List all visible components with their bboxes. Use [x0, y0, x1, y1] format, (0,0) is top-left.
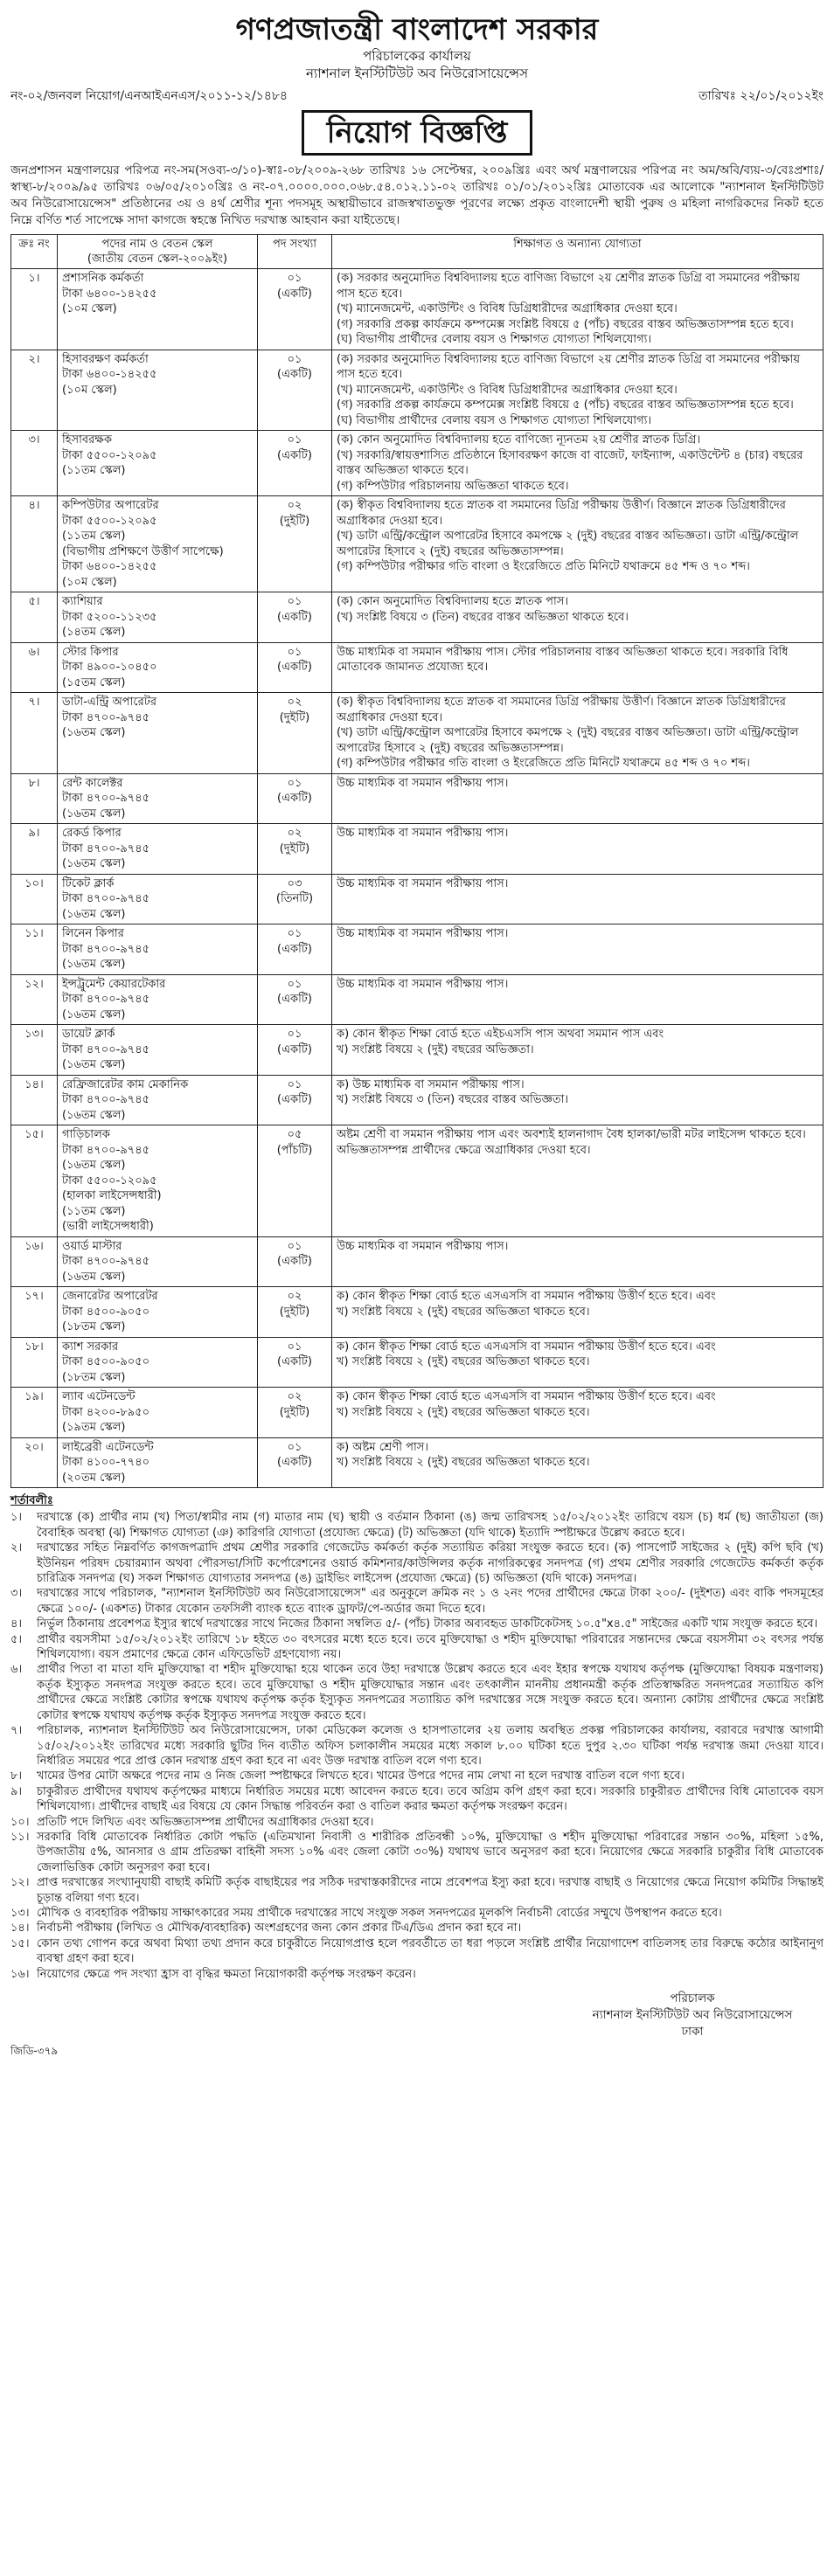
- post-line: (১৬তম স্কেল): [62, 1159, 126, 1172]
- post-line: (১০ম স্কেল): [62, 383, 117, 397]
- memo-number: নং-০২/জনবল নিয়োগ/এনআইএনএস/২০১১-১২/১৪৮৪: [10, 89, 288, 103]
- condition-number: ২।: [10, 1541, 23, 1555]
- row-post: [58, 924, 258, 975]
- post-line: রেন্ট কালেক্টর: [62, 776, 123, 790]
- row-count: ০২ (দুইটি): [258, 496, 332, 592]
- qualification-line: (ঘ) বিভাগীয় প্রার্থীদের বেলায় বয়স ও শিক্ষাগত যোগ্যতা শিথিলযোগ্য।: [337, 333, 652, 346]
- qualification-line: (ঘ) বিভাগীয় প্রার্থীদের বেলায় বয়স ও শিক্ষাগত যোগ্যতা শিথিলযোগ্য।: [337, 413, 652, 427]
- footer-code: জিডি-৩৭৯: [10, 2045, 59, 2057]
- post-line: (১৬তম স্কেল): [62, 807, 126, 821]
- qualification-line: খ) সংশ্লিষ্ট বিষয়ে ২ (দুই) বছরের অভিজ্ঞতা থাকতে হবে।: [337, 1305, 590, 1319]
- row-qualification: [332, 642, 824, 693]
- post-line: টাকা ৪১০০-৭৭৪০: [62, 1456, 150, 1469]
- post-line: ডাটা-এন্ট্রি অপারেটর: [62, 696, 157, 709]
- post-line: টাকা ৪৭০০-৯৭৪৫: [62, 1255, 150, 1268]
- post-line: ওয়ার্ড মাস্টার: [62, 1239, 122, 1253]
- row-count: ০১ (একটি): [258, 1337, 332, 1388]
- row-post: [58, 1287, 258, 1338]
- post-line: টাকা ৪৭০০-৯৭৪৫: [62, 1143, 150, 1157]
- condition-number: ১২।: [10, 1876, 30, 1890]
- post-line: (১৬তম স্কেল): [62, 907, 126, 921]
- qualification-line: ক) কোন স্বীকৃত শিক্ষা বোর্ড হতে এসএসসি বা সমমান পরীক্ষায় উত্তীর্ণ হতে হবে। এবং: [337, 1390, 716, 1403]
- qualification-line: (গ) কম্পিউটার পরিচালনায় অভিজ্ঞতা থাকতে হবে।: [337, 479, 569, 493]
- row-serial: ১৬।: [11, 1236, 58, 1287]
- post-line: (১৬তম স্কেল): [62, 958, 126, 971]
- qualification-line: (খ) সরকারি/স্বায়ত্তশাসিত প্রতিষ্ঠানে হিসাবরক্ষণ কাজে বা বাজেট, ফাইন্যান্স, একাউন্টেন্ট ৪ (চার) বছরের বাস্তব অভিজ্ঞতা থাকতে হবে।: [337, 448, 803, 477]
- row-serial: ১৫।: [11, 1125, 58, 1237]
- condition-number: ১১।: [10, 1830, 30, 1844]
- table-row: [11, 1025, 824, 1076]
- condition-number: ৪।: [10, 1617, 23, 1631]
- row-qualification: [332, 874, 824, 924]
- condition-item: [10, 1723, 824, 1769]
- signature-box: [561, 1991, 824, 2040]
- row-post: [58, 693, 258, 774]
- post-line: (১০ম স্কেল): [62, 575, 117, 589]
- header-post: [58, 235, 258, 269]
- post-line: (২০তম স্কেল): [62, 1471, 126, 1485]
- row-count: ০১ (একটি): [258, 642, 332, 693]
- row-serial: ৯।: [11, 824, 58, 875]
- conditions-section: [10, 1493, 824, 1982]
- qualification-line: (গ) কম্পিউটার পরীক্ষার গতি বাংলা ও ইংরেজিতে প্রতি মিনিটে যথাক্রমে ৪৫ শব্দ ও ৭০ শব্দ।: [337, 757, 750, 770]
- condition-number: ১৪।: [10, 1922, 30, 1935]
- condition-item: [10, 1541, 824, 1586]
- row-post: [58, 974, 258, 1025]
- post-line: টাকা ৪৭০০-৯৭৪৫: [62, 1093, 150, 1106]
- table-row: [11, 1437, 824, 1488]
- header-post-name: পদের নাম ও বেতন স্কেল: [101, 238, 213, 251]
- table-row: [11, 1125, 824, 1237]
- table-header-row: [11, 235, 824, 269]
- row-qualification: [332, 1236, 824, 1287]
- post-line: টাকা ৪৭০০-৯৭৪৫: [62, 993, 150, 1006]
- post-line: (১৯তম স্কেল): [62, 1421, 126, 1434]
- post-line: টাকা ৪৭০০-৯৭৪৫: [62, 942, 150, 956]
- condition-text: প্রতিটি পদে লিখিত এবং অভিজ্ঞতাসম্পন্ন প্রার্থীদের অগ্রাধিকার দেওয়া হবে।: [37, 1815, 374, 1829]
- row-qualification: [332, 431, 824, 496]
- row-qualification: [332, 1337, 824, 1388]
- notice-page: [10, 0, 824, 2061]
- post-line: স্টোর কিপার: [62, 645, 119, 659]
- post-line: টাকা ৫৫০০-১২০৯৫: [62, 448, 157, 462]
- header-qualification: শিক্ষাগত ও অন্যান্য যোগ্যতা: [332, 235, 824, 269]
- row-post: [58, 773, 258, 824]
- condition-text: প্রাপ্ত দরখাস্তের সংখ্যানুযায়ী বাছাই কমিটি কর্তৃক বাছাইয়ের পর সঠিক দরখাস্তকারীদের নামে প্রবেশপত্র ইস্যু করা হবে। দরখাস্ত বাছাই ও নিয়োগের ক্ষেত্রে নিয়োগ কমিটির সিদ্ধান্তই চূড়ান্ত বলিয়া গণ্য হবে।: [37, 1876, 824, 1905]
- row-count: ০২ (দুইটি): [258, 1388, 332, 1438]
- condition-item: [10, 1936, 824, 1967]
- table-row: [11, 974, 824, 1025]
- post-line: টাকা ৫৫০০-১২০৯৫: [62, 1174, 157, 1188]
- condition-text: খামের উপর মোটা অক্ষরে পদের নাম ও নিজ জেলা স্পষ্টাক্ষরে লিখতে হবে। খামের উপরে পদের নাম লেখা না হলে দরখাস্ত বাতিল বলে গণ্য হবে।: [37, 1769, 685, 1783]
- post-line: রেফ্রিজারেটর কাম মেকানিক: [62, 1077, 189, 1091]
- qualification-line: (গ) সরকারি প্রকল্প কার্যক্রমে কম্পমেক্স সংশ্লিষ্ট বিষয়ে ৫ (পাঁচ) বছরের বাস্তব অভিজ্ঞতাসম্পন্ন হতে হবে।: [337, 398, 794, 412]
- row-post: [58, 350, 258, 431]
- condition-text: নির্বাচনী পরীক্ষায় (লিখিত ও মৌখিক/ব্যবহারিক) অংশগ্রহণের জন্য কোন প্রকার টিএ/ডিএ প্রদান করা হবে না।: [37, 1922, 522, 1935]
- qualification-line: খ) সংশ্লিষ্ট বিষয়ে ২ (দুই) বছরের অভিজ্ঞতা।: [337, 1042, 534, 1056]
- condition-text: চাকুরীরত প্রার্থীদের যথাযথ কর্তৃপক্ষের মাধ্যমে নির্ধারিত সময়ের মধ্যে আবেদন করতে হবে। তবে অগ্রিম কপি গ্রহণ করা হবে। সরকারি চাকুরীরত প্রার্থীদের বিধি মোতাবেক বয়স শিথিলযোগ্য। প্রার্থীদের বাছাই এর বিষয়ে যে কোন সিদ্ধান্ত পরিবর্তন করা ও বাতিল করার ক্ষমতা কর্তৃপক্ষ সংরক্ষণ করেন।: [37, 1784, 824, 1814]
- table-row: [11, 773, 824, 824]
- signature-block: [10, 1991, 824, 2040]
- qualification-line: (ক) কোন অনুমোদিত বিশ্ববিদ্যালয় হতে বাণিজ্যে ন্যূনতম ২য় শ্রেণীর স্নাতক ডিগ্রি।: [337, 433, 701, 447]
- header-post-sub: (জাতীয় বেতন স্কেল-২০০৯ইং): [87, 253, 228, 266]
- post-line: ইন্সট্রুমেন্ট কেয়ারটেকার: [62, 977, 166, 991]
- notice-title: নিয়োগ বিজ্ঞপ্তি: [302, 110, 533, 156]
- post-line: কম্পিউটার অপারেটর: [62, 499, 159, 512]
- row-serial: ১৮।: [11, 1337, 58, 1388]
- row-count: ০১ (একটি): [258, 1437, 332, 1488]
- notice-title-wrap: [10, 110, 824, 156]
- condition-number: ৯।: [10, 1784, 23, 1798]
- row-post: [58, 1125, 258, 1237]
- row-post: [58, 824, 258, 875]
- row-post: [58, 874, 258, 924]
- row-serial: ১।: [11, 269, 58, 350]
- condition-item: [10, 1875, 824, 1906]
- row-serial: ৪।: [11, 496, 58, 592]
- condition-text: কোন তথ্য গোপন করে অথবা মিথ্যা তথ্য প্রদান করে চাকুরীতে নিয়োগপ্রাপ্ত হলে পরবর্তীতে তা ধরা পড়লে সংশ্লিষ্ট প্রার্থীর নিয়োগাদেশ বাতিলসহ তার বিরুদ্ধে কঠোর আইনানুগ ব্যবস্থা গ্রহণ করা হবে।: [37, 1936, 824, 1966]
- post-line: (১৪তম স্কেল): [62, 626, 126, 639]
- condition-item: [10, 1784, 824, 1815]
- post-line: (১৫তম স্কেল): [62, 675, 126, 689]
- condition-text: সরকারি বিধি মোতাবেক নির্ধারিত কোটা পদ্ধতি (এতিমখানা নিবাসী ও শারীরিক প্রতিবন্ধী ১০%, মুক্তিযোদ্ধা ও শহীদ মুক্তিযোদ্ধা পরিবারের সন্তান ৩০%, মহিলা ১৫%, উপজাতীয় ৫%, আনসার ও গ্রাম প্রতিরক্ষা বাহিনী সদস্য ১০% এবং জেলা কোটা ৩০%) যথাযথ ভাবে অনুসরণ করা হবে। নিয়োগের ক্ষেত্রে সরকারি চাকুরীর বিধি মোতাবেক জেলাভিত্তিক কোটা অনুসরণ করা হবে।: [37, 1830, 824, 1874]
- post-line: টিকেট ক্লার্ক: [62, 876, 115, 890]
- condition-number: ১৩।: [10, 1906, 30, 1920]
- post-line: টাকা ৪৭০০-৯৭৪৫: [62, 1042, 150, 1056]
- post-line: (বিভাগীয় প্রশিক্ষণে উত্তীর্ণ সাপেক্ষে): [62, 544, 224, 558]
- condition-text: মৌখিক ও ব্যবহারিক পরীক্ষায় সাক্ষাৎকারের সময় প্রার্থীকে দরখাস্তের সাথে সংযুক্ত সকল সনদপত্রের মূলকপি নির্বাচনী বোর্ডের সম্মুখে উপস্থাপন করতে হবে।: [37, 1906, 722, 1920]
- row-serial: ২।: [11, 350, 58, 431]
- row-post: [58, 1236, 258, 1287]
- post-line: হিসাবরক্ষক: [62, 433, 112, 447]
- row-count: ০১ (একটি): [258, 974, 332, 1025]
- row-qualification: [332, 350, 824, 431]
- qualification-line: (ক) স্বীকৃত বিশ্ববিদ্যালয় হতে স্নাতক বা সমমানের ডিগ্রি পরীক্ষায় উত্তীর্ণ। বিজ্ঞানে স্নাতক ডিগ্রিধারীদের অগ্রাধিকার দেওয়া হবে।: [337, 499, 786, 528]
- row-qualification: [332, 1025, 824, 1076]
- post-line: (১১তম স্কেল): [62, 1204, 126, 1218]
- qualification-line: খ) সংশ্লিষ্ট বিষয়ে ৩ (তিন) বছরের বাস্তব অভিজ্ঞতা।: [337, 1093, 569, 1106]
- condition-item: [10, 1632, 824, 1663]
- qualification-line: ক) উচ্চ মাধ্যমিক বা সমমান পরীক্ষায় পাস।: [337, 1077, 525, 1091]
- qualification-line: খ) সংশ্লিষ্ট বিষয়ে ২ (দুই) বছরের অভিজ্ঞতা থাকতে হবে।: [337, 1456, 590, 1469]
- row-count: ০১ (একটি): [258, 1075, 332, 1125]
- row-count: ০১ (একটি): [258, 773, 332, 824]
- condition-number: ৩।: [10, 1587, 23, 1601]
- qualification-line: (খ) ম্যানেজমেন্ট, একাউন্টিং ও বিবিধ ডিগ্রিধারীদের অগ্রাধিকার দেওয়া হবে।: [337, 383, 678, 397]
- qualification-line: ক) অষ্টম শ্রেণী পাস।: [337, 1440, 428, 1454]
- row-count: ০১ (একটি): [258, 592, 332, 643]
- row-serial: ৮।: [11, 773, 58, 824]
- qualification-line: (ক) সরকার অনুমোদিত বিশ্ববিদ্যালয় হতে বাণিজ্য বিভাগে ২য় শ্রেণীর স্নাতক ডিগ্রি বা সমমানের পরীক্ষায় পাস হতে হবে।: [337, 352, 800, 381]
- row-serial: ৭।: [11, 693, 58, 774]
- post-line: (১৮তম স্কেল): [62, 1320, 126, 1333]
- post-line: (১১তম স্কেল): [62, 464, 126, 477]
- qualification-line: খ) সংশ্লিষ্ট বিষয়ে ২ (দুই) বছরের অভিজ্ঞতা থাকতে হবে।: [337, 1405, 590, 1419]
- row-serial: ১০।: [11, 874, 58, 924]
- row-post: [58, 1337, 258, 1388]
- row-qualification: [332, 496, 824, 592]
- post-line: টাকা ৪৭০০-৯৭৪৫: [62, 710, 150, 724]
- row-post: [58, 269, 258, 350]
- table-row: [11, 1075, 824, 1125]
- condition-number: ১০।: [10, 1815, 30, 1829]
- row-qualification: [332, 1125, 824, 1237]
- condition-item: [10, 1967, 824, 1982]
- government-title: গণপ্রজাতন্ত্রী বাংলাদেশ সরকার: [235, 12, 599, 47]
- post-line: টাকা ৪৫০০-৯০৫০: [62, 1355, 150, 1368]
- row-qualification: [332, 924, 824, 975]
- condition-text: প্রার্থীর পিতা বা মাতা যদি মুক্তিযোদ্ধা বা শহীদ মুক্তিযোদ্ধা হয়ে থাকেন তবে উহা দরখাস্তে উল্লেখ করতে হবে এবং ইহার স্বপক্ষে যথাযথ কর্তৃপক্ষ (মুক্তিযোদ্ধা বিষয়ক মন্ত্রণালয়) কর্তৃক ইস্যুকৃত সনদপত্র সংযুক্ত করতে হবে। তবে মুক্তিযোদ্ধা ও শহীদ মুক্তিযোদ্ধার সন্তান এবং তৎকালীন মাননীয় প্রধানমন্ত্রী কর্তৃক প্রতিস্বাক্ষরিত সনদপত্রের সত্যায়িত কপি প্রার্থীদের ক্ষেত্রে সংশ্লিষ্ট কোটার স্বপক্ষে যথাযথ কর্তৃপক্ষ কর্তৃক ইস্যুকৃত সনদপত্রের সত্যায়িত কপি দরখাস্তের সঙ্গে সংযুক্ত করতে হবে। অন্যান্য কোটায় প্রার্থীদের ক্ষেত্রে সংশ্লিষ্ট কোটার স্বপক্ষে যথাযথ কর্তৃপক্ষ কর্তৃক ইস্যুকৃত সনদপত্র সংযুক্ত করতে হবে।: [37, 1663, 824, 1722]
- row-post: [58, 431, 258, 496]
- post-line: টাকা ৬৪০০-১৪২৫৫: [62, 287, 157, 301]
- post-line: ল্যাব এটেনডেন্ট: [62, 1390, 136, 1403]
- row-qualification: [332, 1388, 824, 1438]
- row-count: ০১ (একটি): [258, 350, 332, 431]
- condition-number: ৫।: [10, 1632, 23, 1646]
- qualification-line: উচ্চ মাধ্যমিক বা সমমান পরীক্ষায় পাস।: [337, 1239, 509, 1253]
- post-line: টাকা ৪৫০০-৯০৫০: [62, 1305, 150, 1319]
- condition-number: ৬।: [10, 1663, 23, 1677]
- qualification-line: (খ) ম্যানেজমেন্ট, একাউন্টিং ও বিবিধ ডিগ্রিধারীদের অগ্রাধিকার দেওয়া হবে।: [337, 302, 678, 315]
- table-row: [11, 431, 824, 496]
- header-count: পদ সংখ্যা: [258, 235, 332, 269]
- table-row: [11, 592, 824, 643]
- table-row: [11, 1388, 824, 1438]
- row-qualification: [332, 1287, 824, 1338]
- qualification-line: উচ্চ মাধ্যমিক বা সমমান পরীক্ষায় পাস। স্টোর পরিচালনায় বাস্তব অভিজ্ঞতা থাকতে হবে। সরকারি বিধি মোতাবেক জামানত প্রযোজ্য হবে।: [337, 645, 789, 674]
- row-serial: ৬।: [11, 642, 58, 693]
- condition-text: দরখাস্তের সহিত নিম্নবর্ণিত কাগজপত্রাদি প্রথম শ্রেণীর সরকারি গেজেটেড কর্মকর্তা কর্তৃক সত্যায়িত করিয়া সংযুক্ত করতে হবে। (ক) পাসপোর্ট সাইজের ২ (দুই) কপি ছবি (খ) ইউনিয়ন পরিষদ চেয়ারম্যান অথবা পৌরসভা/সিটি কর্পোরেশনের ওয়ার্ড কমিশনার/কাউন্সিলর কর্তৃক নাগরিকত্বের সনদপত্র (গ) প্রথম শ্রেণীর সরকারি গেজেটেড কর্মকর্তা কর্তৃক চারিত্রিক সনদপত্র (ঘ) সকল শিক্ষাগত যোগ্যতার সনদপত্র (ঙ) ড্রাইভিং লাইসেন্স (প্রযোজ্য ক্ষেত্রে) (চ) অভিজ্ঞতা (যদি থাকে) সনদপত্র।: [37, 1541, 824, 1586]
- row-serial: ১৭।: [11, 1287, 58, 1338]
- condition-item: [10, 1769, 824, 1783]
- notice-date: তারিখঃ ২২/০১/২০১২ইং: [698, 89, 824, 103]
- post-line: প্রশাসনিক কর্মকর্তা: [62, 272, 144, 285]
- post-line: গাড়িচালক: [62, 1128, 110, 1141]
- row-count: ০১ (একটি): [258, 269, 332, 350]
- institute-name: ন্যাশনাল ইনস্টিটিউট অব নিউরোসায়েন্সেস: [305, 66, 529, 81]
- condition-number: ৮।: [10, 1769, 23, 1783]
- qualification-line: উচ্চ মাধ্যমিক বা সমমান পরীক্ষায় পাস।: [337, 776, 509, 790]
- post-line: (১৬তম স্কেল): [62, 1058, 126, 1071]
- row-count: ০৩ (তিনটি): [258, 874, 332, 924]
- post-line: টাকা ৬৪০০-১৪২৫৫: [62, 368, 157, 381]
- signature-city: ঢাকা: [681, 2025, 704, 2039]
- post-line: (১৬তম স্কেল): [62, 1270, 126, 1284]
- condition-text: পরিচালক, ন্যাশনাল ইনস্টিটিউট অব নিউরোসায়েন্সেস, ঢাকা মেডিকেল কলেজ ও হাসপাতালের ২য় তলায় অবস্থিত প্রকল্প পরিচালকের কার্যালয়, বরাবরে দরখাস্ত আগামী ১৫/০২/২০১২ইং তারিখের মধ্যে সরকারি ছুটির দিন ব্যতীত অফিস চলাকালীন সময়ের মধ্যে সকাল ৮.০০ ঘটিকা হতে দুপুর ২.৩০ ঘটিকা পর্যন্ত দরখাস্ত জমা দেওয়া যাবে। নির্ধারিত সময়ের পরে প্রাপ্ত কোন দরখাস্ত গ্রহণ করা হবে না এবং উক্ত দরখাস্ত বাতিল বলে গণ্য হবে।: [37, 1724, 824, 1768]
- table-row: [11, 824, 824, 875]
- table-row: [11, 350, 824, 431]
- condition-text: প্রার্থীর বয়সসীমা ১৫/০২/২০১২ইং তারিখে ১৮ হইতে ৩০ বৎসরের মধ্যে হতে হবে। তবে মুক্তিযোদ্ধা ও শহীদ মুক্তিযোদ্ধা পরিবারের সন্তানদের ক্ষেত্রে বয়সসীমা ৩২ বৎসর পর্যন্ত শিথিলযোগ্য। বয়স প্রমাণের ক্ষেত্রে কোন এফিডেভিট গ্রহণযোগ্য নয়।: [37, 1632, 824, 1662]
- qualification-line: উচ্চ মাধ্যমিক বা সমমান পরীক্ষায় পাস।: [337, 827, 509, 840]
- row-count: ০১ (একটি): [258, 924, 332, 975]
- row-serial: ৫।: [11, 592, 58, 643]
- post-line: (১৬তম স্কেল): [62, 1008, 126, 1021]
- condition-number: ৭।: [10, 1724, 23, 1738]
- row-post: [58, 642, 258, 693]
- post-line: টাকা ৪২০০-৮৯৫০: [62, 1405, 150, 1419]
- row-post: [58, 496, 258, 592]
- post-line: টাকা ৬৪০০-১৪২৫৫: [62, 560, 157, 573]
- qualification-line: (ক) সরকার অনুমোদিত বিশ্ববিদ্যালয় হতে বাণিজ্য বিভাগে ২য় শ্রেণীর স্নাতক ডিগ্রি বা সমমানের পরীক্ষায় পাস হতে হবে।: [337, 272, 800, 301]
- qualification-line: উচ্চ মাধ্যমিক বা সমমান পরীক্ষায় পাস।: [337, 977, 509, 991]
- post-line: ক্যাশ সরকার: [62, 1340, 119, 1354]
- row-qualification: [332, 773, 824, 824]
- row-post: [58, 1025, 258, 1076]
- qualification-line: (খ) ডাটা এন্ট্রি/কন্ট্রোল অপারেটর হিসাবে কমপক্ষে ২ (দুই) বছরের বাস্তব অভিজ্ঞতা। ডাটা এন্ট্রি/কন্ট্রোল অপারেটর হিসাবে ২ (দুই) বছরের অভিজ্ঞতাসম্পন্ন।: [337, 530, 799, 558]
- row-serial: ১১।: [11, 924, 58, 975]
- post-line: টাকা ৪৯০০-১০৪৫০: [62, 661, 157, 674]
- condition-number: ১৫।: [10, 1936, 30, 1950]
- row-post: [58, 1437, 258, 1488]
- posts-table: [10, 234, 824, 1488]
- row-qualification: [332, 974, 824, 1025]
- post-line: (১০ম স্কেল): [62, 302, 117, 315]
- post-line: জেনারেটর অপারেটর: [62, 1290, 158, 1303]
- row-qualification: [332, 1075, 824, 1125]
- intro-paragraph: জনপ্রশাসন মন্ত্রণালয়ের পরিপত্র নং-সম(সওব্য-৩/১০)-স্বাঃ-০৮/২০০৯-২৬৮ তারিখঃ ১৬ সেপ্টেম্বর, ২০০৯খ্রিঃ এবং অর্থ মন্ত্রণালয়ের পরিপত্র নং অম/অবি/ব্যয়-৩/বেঃপ্রশাঃ/স্বাস্থ্য-৮/২০০৯/৯৫ তারিখঃ ০৬/০৫/২০১০খ্রিঃ ও নং-০৭.০০০০.০০০.০৬৮.৫৪.০১২.১১-০২ তারিখঃ ০১/০১/২০১২খ্রিঃ মোতাবেক এর আলোকে "ন্যাশনাল ইনস্টিটিউট অব নিউরোসায়েন্সেস" প্রতিষ্ঠানের ৩য় ও ৪র্থ শ্রেণীর শূন্য পদসমূহ অস্থায়ীভাবে রাজস্বখাতভুক্ত পূরণের লক্ষ্যে প্রকৃত বাংলাদেশী স্থায়ী পুরুষ ও মহিলা নাগরিকদের নিকট হতে নিম্নে বর্ণিত শর্ত সাপেক্ষে সাদা কাগজে স্বহস্তে নিখিত দরখাস্ত আহবান করা যাইতেছে।: [10, 163, 824, 227]
- table-row: [11, 642, 824, 693]
- row-post: [58, 1075, 258, 1125]
- qualification-line: উচ্চ মাধ্যমিক বা সমমান পরীক্ষায় পাস।: [337, 927, 509, 940]
- qualification-line: (ক) কোন অনুমোদিত বিশ্ববিদ্যালয় হতে স্নাতক পাস।: [337, 595, 568, 608]
- qualification-line: (ক) স্বীকৃত বিশ্ববিদ্যালয় হতে স্নাতক বা সমমানের ডিগ্রি পরীক্ষায় উত্তীর্ণ। বিজ্ঞানে স্নাতক ডিগ্রিধারীদের অগ্রাধিকার দেওয়া হবে।: [337, 696, 786, 724]
- conditions-heading: শর্তাবলীঃ: [10, 1494, 53, 1507]
- post-line: (১৬তম স্কেল): [62, 857, 126, 870]
- qualification-line: (খ) সংশ্লিষ্ট বিষয়ে ৩ (তিন) বছরের বাস্তব অভিজ্ঞতা থাকতে হবে।: [337, 610, 629, 624]
- table-row: [11, 496, 824, 592]
- header-serial: ক্রঃ নং: [11, 235, 58, 269]
- post-line: লাইব্রেরী এটেনডেন্ট: [62, 1440, 154, 1454]
- condition-item: [10, 1510, 824, 1541]
- post-line: ডায়েট ক্লার্ক: [62, 1028, 115, 1041]
- row-serial: ১৪।: [11, 1075, 58, 1125]
- row-count: ০২ (দুইটি): [258, 824, 332, 875]
- condition-item: [10, 1921, 824, 1935]
- signature-title: পরিচালক: [670, 1991, 715, 2005]
- row-qualification: [332, 824, 824, 875]
- signature-institute: ন্যাশনাল ইনস্টিটিউট অব নিউরোসায়েন্সেস: [592, 2008, 793, 2022]
- condition-number: ১৬।: [10, 1967, 30, 1981]
- row-serial: ১৩।: [11, 1025, 58, 1076]
- qualification-line: ক) কোন স্বীকৃত শিক্ষা বোর্ড হতে এসএসসি বা সমমান পরীক্ষায় উত্তীর্ণ হতে হবে। এবং: [337, 1340, 716, 1354]
- table-row: [11, 693, 824, 774]
- row-serial: ৩।: [11, 431, 58, 496]
- row-serial: ২০।: [11, 1437, 58, 1488]
- table-row: [11, 1236, 824, 1287]
- condition-item: [10, 1815, 824, 1830]
- condition-text: দরখাস্তের সাথে পরিচালক, "ন্যাশনাল ইনস্টিটিউট অব নিউরোসায়েন্সেস" এর অনুকূলে ক্রমিক নং ১ ও ২নং পদের প্রার্থীদের ক্ষেত্রে টাকা ২০০/- (দুইশত) এবং বাকি পদসমূহের ক্ষেত্রে ১০০/- (একশত) টাকার যেকোন তফসিলী ব্যাংক হতে ব্যাংক ড্রাফট/পে-অর্ডার জমা দিতে হবে।: [37, 1587, 824, 1616]
- row-count: ০২ (দুইটি): [258, 1287, 332, 1338]
- row-qualification: [332, 693, 824, 774]
- qualification-line: ক) কোন স্বীকৃত শিক্ষা বোর্ড হতে এসএসসি বা সমমান পরীক্ষায় উত্তীর্ণ হতে হবে। এবং: [337, 1290, 716, 1303]
- office-name: পরিচালকের কার্যালয়: [363, 48, 471, 64]
- qualification-line: (গ) কম্পিউটার পরীক্ষার গতি বাংলা ও ইংরেজিতে প্রতি মিনিটে যথাক্রমে ৪৫ শব্দ ও ৭০ শব্দ।: [337, 560, 750, 573]
- posts-body: [11, 269, 824, 1488]
- post-line: (১১তম স্কেল): [62, 530, 126, 543]
- post-line: হিসাবরক্ষণ কর্মকর্তা: [62, 352, 149, 366]
- post-line: (ভারী লাইসেন্সধারী): [62, 1220, 154, 1233]
- row-count: ০৫ (পাঁচটি): [258, 1125, 332, 1237]
- qualification-line: খ) সংশ্লিষ্ট বিষয়ে ২ (দুই) বছরের অভিজ্ঞতা থাকতে হবে।: [337, 1355, 590, 1368]
- post-line: টাকা ৪৭০০-৯৭৪৫: [62, 892, 150, 905]
- condition-item: [10, 1586, 824, 1617]
- qualification-line: (গ) সরকারি প্রকল্প কার্যক্রমে কম্পমেক্স সংশ্লিষ্ট বিষয়ে ৫ (পাঁচ) বছরের বাস্তব অভিজ্ঞতাসম্পন্ন হতে হবে।: [337, 317, 794, 331]
- table-row: [11, 1287, 824, 1338]
- qualification-line: (খ) ডাটা এন্ট্রি/কন্ট্রোল অপারেটর হিসাবে কমপক্ষে ২ (দুই) বছরের বাস্তব অভিজ্ঞতা। ডাটা এন্ট্রি/কন্ট্রোল অপারেটর হিসাবে ২ (দুই) বছরের অভিজ্ঞতাসম্পন্ন।: [337, 726, 799, 755]
- table-row: [11, 874, 824, 924]
- conditions-list: [10, 1510, 824, 1982]
- post-line: টাকা ৫২০০-১১২৩৫: [62, 610, 157, 624]
- qualification-line: অষ্টম শ্রেণী বা সমমান পরীক্ষায় পাস এবং অবশ্যই হালনাগাদ বৈধ হালকা/ভারী মটর লাইসেন্স থাকতে হবে। অভিজ্ঞতাসম্পন্ন প্রার্থীদের ক্ষেত্রে অগ্রাধিকার দেওয়া হবে।: [337, 1128, 806, 1157]
- condition-text: নির্ভুল ঠিকানায় প্রবেশপত্র ইস্যুর স্বার্থে দরখাস্তের সাথে নিজের ঠিকানা সম্বলিত ৫/- (পাঁচ) টাকার অব্যবহৃত ডাকটিকেটসহ ১০.৫"x৪.৫" সাইজের একটি খাম সংযুক্ত করতে হবে।: [37, 1617, 818, 1631]
- post-line: লিনেন কিপার: [62, 927, 124, 940]
- row-qualification: [332, 269, 824, 350]
- row-count: ০১ (একটি): [258, 431, 332, 496]
- row-count: ০১ (একটি): [258, 1025, 332, 1076]
- row-post: [58, 592, 258, 643]
- post-line: (১৬তম স্কেল): [62, 1108, 126, 1122]
- condition-item: [10, 1906, 824, 1921]
- condition-item: [10, 1662, 824, 1723]
- row-serial: ১৯।: [11, 1388, 58, 1438]
- row-count: ০১ (একটি): [258, 1236, 332, 1287]
- condition-number: ১।: [10, 1511, 23, 1525]
- row-qualification: [332, 592, 824, 643]
- condition-text: নিয়োগের ক্ষেত্রে পদ সংখ্যা হ্রাস বা বৃদ্ধির ক্ষমতা নিয়োগকারী কর্তৃপক্ষ সংরক্ষণ করেন।: [37, 1967, 416, 1981]
- reference-line: [10, 87, 824, 105]
- row-count: ০২ (দুইটি): [258, 693, 332, 774]
- table-row: [11, 924, 824, 975]
- condition-item: [10, 1830, 824, 1875]
- table-row: [11, 269, 824, 350]
- post-line: (১৬তম স্কেল): [62, 726, 126, 739]
- qualification-line: উচ্চ মাধ্যমিক বা সমমান পরীক্ষায় পাস।: [337, 876, 509, 890]
- post-line: টাকা ৪৭০০-৯৭৪৫: [62, 841, 150, 855]
- row-post: [58, 1388, 258, 1438]
- table-row: [11, 1337, 824, 1388]
- condition-text: দরখাস্তে (ক) প্রার্থীর নাম (খ) পিতা/স্বামীর নাম (গ) মাতার নাম (ঘ) স্থায়ী ও বর্তমান ঠিকানা (ঙ) জন্ম তারিখসহ ১৫/০২/২০১২ইং তারিখে বয়স (চ) ধর্ম (ছ) জাতীয়তা (জ) বৈবাহিক অবস্থা (ঝ) শিক্ষাগত যোগ্যতা (ঞ) কারিগরি যোগ্যতা (প্রযোজ্য ক্ষেত্রে) (ট) অভিজ্ঞতা (যদি থাকে) ইত্যাদি স্পষ্টাক্ষরে উল্লেখ করতে হবে।: [37, 1511, 824, 1540]
- post-line: ক্যাশিয়ার: [62, 595, 103, 608]
- qualification-line: ক) কোন স্বীকৃত শিক্ষা বোর্ড হতে এইচএসসি পাস অথবা সমমান পাস এবং: [337, 1028, 664, 1041]
- post-line: রেকর্ড কিপার: [62, 827, 122, 840]
- row-serial: ১২।: [11, 974, 58, 1025]
- post-line: (হালকা লাইসেন্সধারী): [62, 1189, 162, 1202]
- post-line: টাকা ৫৫০০-১২০৯৫: [62, 514, 157, 528]
- post-line: টাকা ৪৭০০-৯৭৪৫: [62, 792, 150, 805]
- post-line: (১৮তম স্কেল): [62, 1370, 126, 1384]
- condition-item: [10, 1617, 824, 1631]
- row-qualification: [332, 1437, 824, 1488]
